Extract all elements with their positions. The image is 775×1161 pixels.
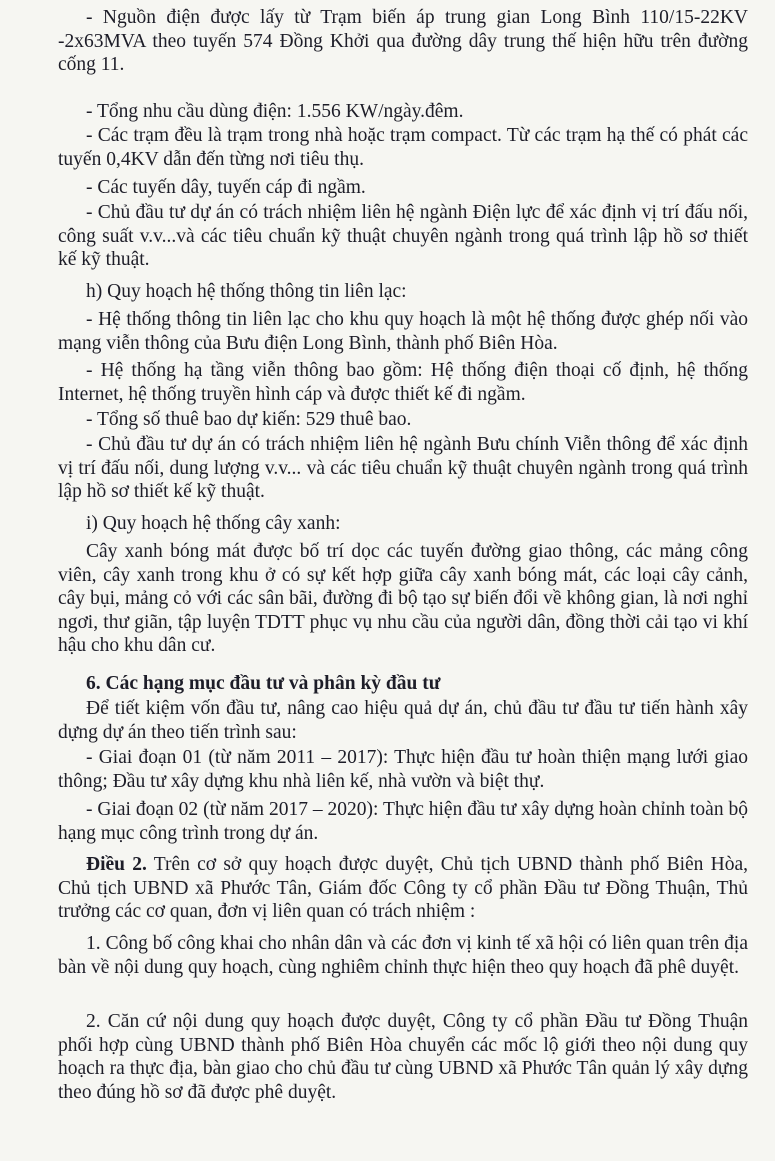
paragraph-phase-01: - Giai đoạn 01 (từ năm 2011 – 2017): Thực hiện đầu tư hoàn thiện mạng lưới giao thông; Đầu tư xây dựng khu nhà liên kế, nhà vườn và biệt thự. [58,747,748,792]
paragraph-article-2-item-1: 1. Công bố công khai cho nhân dân và các đơn vị kinh tế xã hội có liên quan trên địa bàn về nội dung quy hoạch, cùng nghiêm chỉnh thực hiện theo quy hoạch đã phê duyệt. [58,933,748,978]
paragraph-investment-intro: Để tiết kiệm vốn đầu tư, nâng cao hiệu quả dự án, chủ đầu tư đầu tư tiến hành xây dựng dự án theo tiến trình sau: [58,698,748,743]
paragraph-telecom-system: - Hệ thống thông tin liên lạc cho khu quy hoạch là một hệ thống được ghép nối vào mạng viễn thông của Bưu điện Long Bình, thành phố Biên Hòa. [58,309,748,354]
paragraph-phase-02: - Giai đoạn 02 (từ năm 2017 – 2020): Thực hiện đầu tư xây dựng hoàn chỉnh toàn bộ hạng mục công trình trong dự án. [58,799,748,844]
paragraph-greenery-description: Cây xanh bóng mát được bố trí dọc các tuyến đường giao thông, các mảng công viên, cây xanh trong khu ở có sự kết hợp giữa cây xanh bóng mát, các loại cây cảnh, cây bụi, mảng cỏ với các sân bãi, đường đi bộ tạo sự biến đổi về không gian, là nơi nghỉ ngơi, thư giãn, tập luyện TDTT phục vụ nhu cầu của người dân, đồng thời cải tạo vi khí hậu cho khu dân cư. [58,541,748,656]
paragraph-article-2 [58,853,748,924]
paragraph-heading-greenery: i) Quy hoạch hệ thống cây xanh: [86,513,341,534]
paragraph-subscribers: - Tổng số thuê bao dự kiến: 529 thuê bao. [86,409,412,430]
section-heading-investment-phases: 6. Các hạng mục đầu tư và phân kỳ đầu tư [86,673,441,694]
paragraph-telecom-infrastructure: - Hệ thống hạ tầng viễn thông bao gồm: Hệ thống điện thoại cố định, hệ thống Internet, hệ thống truyền hình cáp và được thiết kế đi ngầm. [58,360,748,405]
paragraph-power-source: - Nguồn điện được lấy từ Trạm biến áp trung gian Long Bình 110/15-22KV -2x63MVA theo tuyến 574 Đồng Khởi qua đường dây trung thế hiện hữu trên đường cống 11. [58,7,748,75]
paragraph-substations: - Các trạm đều là trạm trong nhà hoặc trạm compact. Từ các trạm hạ thế có phát các tuyến 0,4KV dẫn đến từng nơi tiêu thụ. [58,125,748,170]
article-2-label: Điều 2. [86,854,147,875]
article-2-text: Trên cơ sở quy hoạch được duyệt, Chủ tịch UBND thành phố Biên Hòa, Chủ tịch UBND xã Phước Tân, Giám đốc Công ty cổ phần Đầu tư Đồng Thuận, Thủ trưởng các cơ quan, đơn vị liên quan có trách nhiệm : [58,854,748,922]
paragraph-underground-cables: - Các tuyến dây, tuyến cáp đi ngầm. [86,177,366,198]
paragraph-telecom-responsibility: - Chủ đầu tư dự án có trách nhiệm liên hệ ngành Bưu chính Viễn thông để xác định vị trí đấu nối, dung lượng v.v... và các tiêu chuẩn kỹ thuật chuyên ngành trong quá trình lập hồ sơ thiết kế kỹ thuật. [58,434,748,502]
paragraph-power-responsibility: - Chủ đầu tư dự án có trách nhiệm liên hệ ngành Điện lực để xác định vị trí đấu nối, công suất v.v...và các tiêu chuẩn kỹ thuật chuyên ngành trong quá trình lập hồ sơ thiết kế kỹ thuật. [58,202,748,270]
paragraph-power-demand: - Tổng nhu cầu dùng điện: 1.556 KW/ngày.đêm. [86,101,464,122]
paragraph-heading-telecom: h) Quy hoạch hệ thống thông tin liên lạc: [86,281,407,302]
paragraph-article-2-item-2: 2. Căn cứ nội dung quy hoạch được duyệt, Công ty cổ phần Đầu tư Đồng Thuận phối hợp cùng UBND thành phố Biên Hòa chuyển các mốc lộ giới theo nội dung quy hoạch ra thực địa, bàn giao cho chủ đầu tư cùng UBND xã Phước Tân quản lý xây dựng theo đúng hồ sơ đã được phê duyệt. [58,1011,748,1103]
